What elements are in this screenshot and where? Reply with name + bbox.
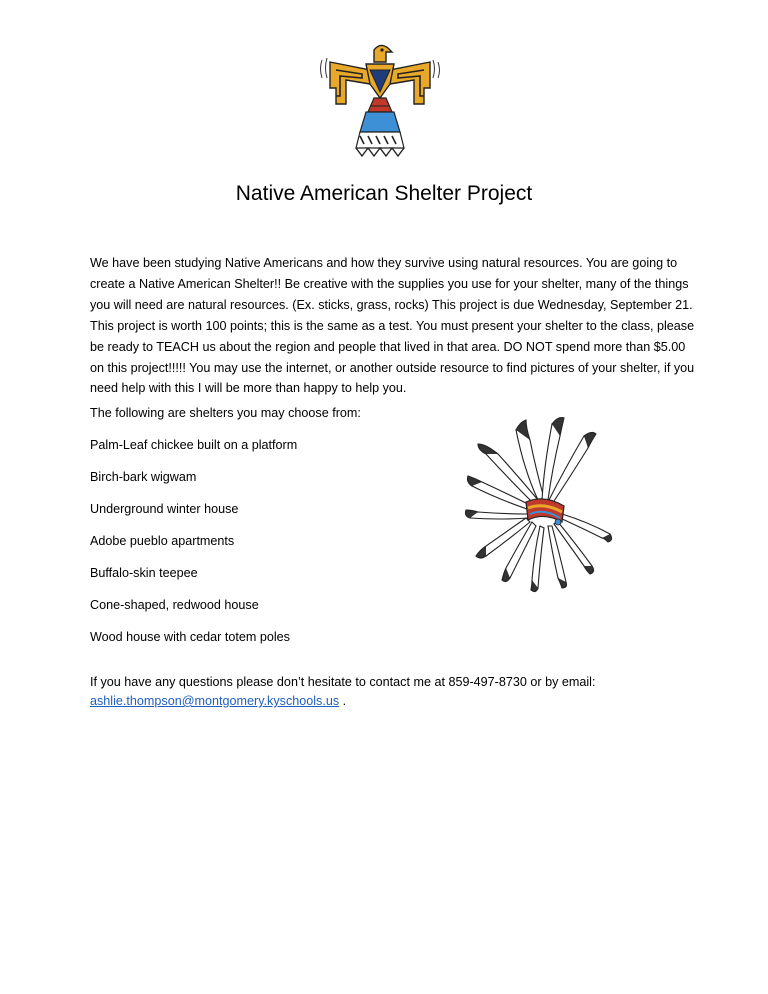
list-item: Cone-shaped, redwood house	[90, 598, 259, 612]
contact-text: If you have any questions please don’t hesitate to contact me at 859-497-8730 or by email:	[90, 675, 596, 689]
instructions-paragraph: We have been studying Native Americans and how they survive using natural resources. You are going to create a Native American Shelter!! Be creative with the supplies you use for your shelter, many of the things you will need are natural resources. (Ex. sticks, grass, rocks) This project is due Wednesday, September 21. This project is worth 100 points; this is the same as a test. You must present your shelter to the class, please be ready to TEACH us about the region and people that lived in that area. DO NOT spend more than $5.00 on this project!!!!! You may use the internet, or another outside resource to find pictures of your shelter, if you need help with this I will be more than happy to help you.	[90, 256, 695, 396]
feather-headdress-icon	[464, 410, 614, 596]
shelter-list-intro: The following are shelters you may choose from:	[90, 406, 361, 420]
list-item: Adobe pueblo apartments	[90, 534, 235, 548]
page-title: Native American Shelter Project	[235, 182, 533, 205]
contact-paragraph	[90, 673, 710, 711]
list-item: Birch-bark wigwam	[90, 470, 197, 484]
list-item: Underground winter house	[90, 502, 239, 516]
email-link[interactable]: ashlie.thompson@montgomery.kyschools.us	[90, 694, 340, 708]
contact-trailing: .	[339, 694, 347, 708]
list-item: Wood house with cedar totem poles	[90, 630, 290, 644]
list-item: Palm-Leaf chickee built on a platform	[90, 438, 298, 452]
thunderbird-icon	[316, 40, 444, 162]
list-item: Buffalo-skin teepee	[90, 566, 198, 580]
shelter-list	[90, 437, 297, 661]
